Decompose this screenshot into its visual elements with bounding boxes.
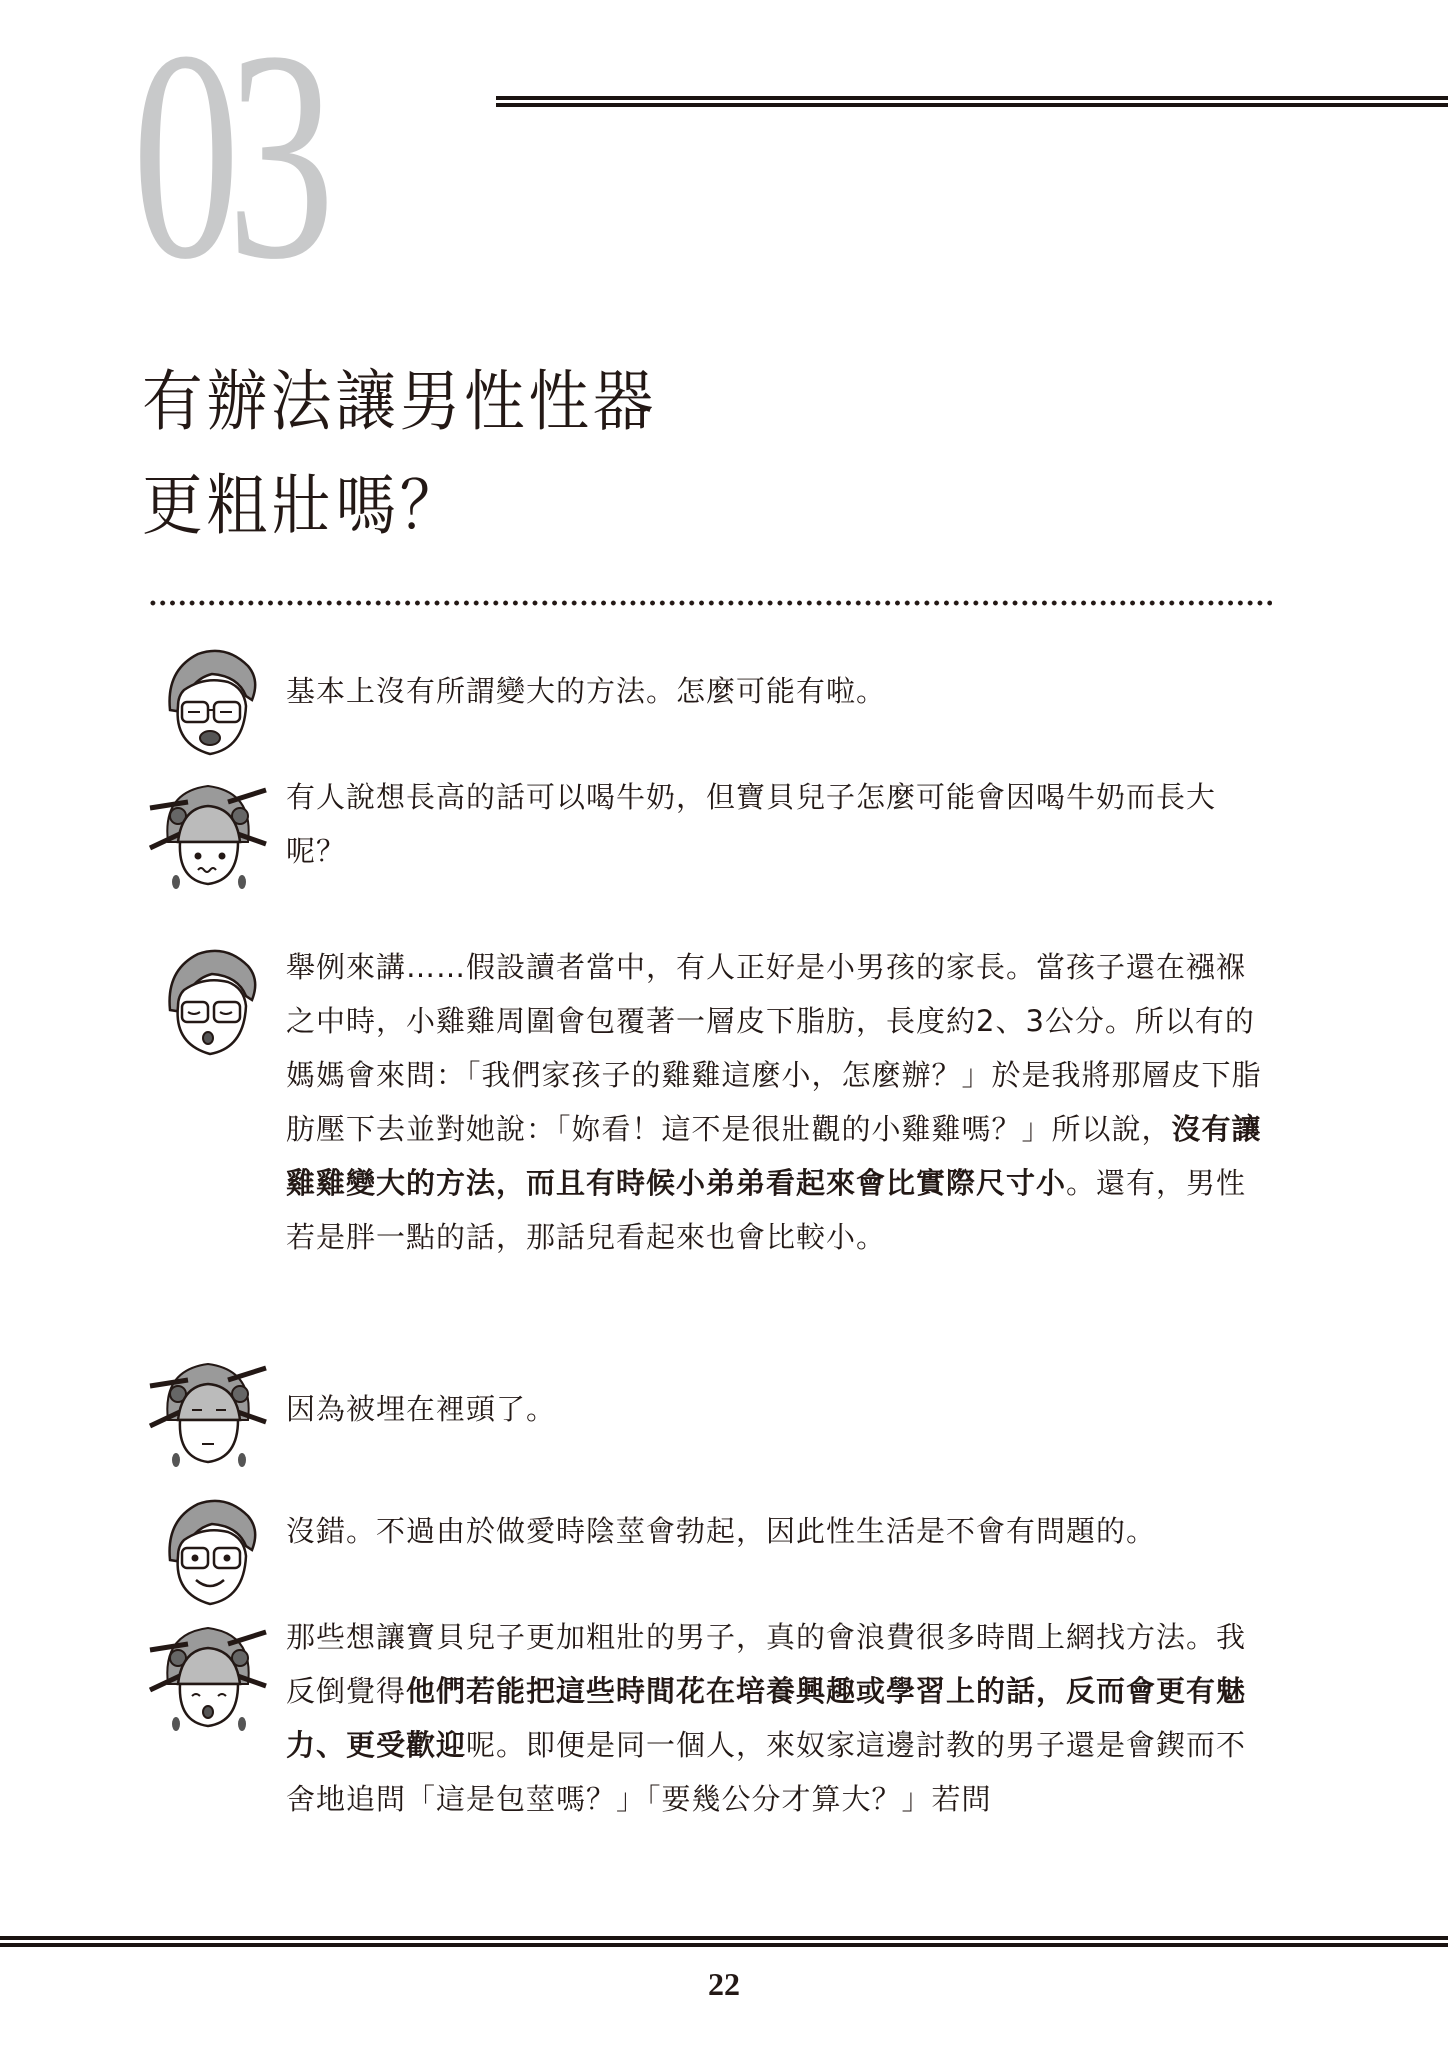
chapter-title-line-1: 有辦法讓男性性器	[142, 363, 658, 440]
doctor-smiling-avatar-icon	[148, 1490, 268, 1610]
doctor-surprised-avatar-icon	[148, 640, 268, 760]
page-number: 22	[708, 1966, 740, 2002]
geisha-talking-avatar-icon	[148, 1614, 268, 1734]
chapter-number: 03	[132, 0, 323, 321]
chapter-title-line-2: 更粗壯嗎？	[142, 467, 464, 544]
geisha-neutral-avatar-icon	[148, 1350, 268, 1470]
emphasis-text: 沒有讓雞雞變大的方法，而且有時候小弟弟看起來會比實際尺寸小	[286, 1112, 1262, 1200]
emphasis-text: 他們若能把這些時間花在培養興趣或學習上的話，反而會更有魅力、更受歡迎	[286, 1674, 1247, 1762]
footer-double-rule	[0, 1936, 1448, 1948]
dialog-text: 因為被埋在裡頭了。	[286, 1392, 557, 1426]
geisha-worried-avatar-icon	[148, 772, 268, 892]
chapter-title	[142, 350, 702, 558]
doctor-explaining-avatar-icon	[148, 940, 268, 1060]
dialog-text: 有人說想長高的話可以喝牛奶，但寶貝兒子怎麼可能會因喝牛奶而長大呢？	[286, 780, 1217, 868]
dialog-text: 基本上沒有所謂變大的方法。怎麼可能有啦。	[286, 674, 887, 708]
dialog-text: 沒錯。不過由於做愛時陰莖會勃起，因此性生活是不會有問題的。	[286, 1514, 1157, 1548]
dialog-text: 那些想讓寶貝兒子更加粗壯的男子，真的會浪費很多時間上網找方法。我反倒覺得他們若能把這些時間花在培養興趣或學習上的話，反而會更有魅力、更受歡迎呢。即便是同一個人，來奴家這邊討教的男子還是會鍥而不舍地追問「這是包莖嗎？」「要幾公分才算大？」若問	[286, 1620, 1247, 1816]
dotted-divider	[148, 600, 1272, 606]
header-double-rule	[496, 96, 1448, 108]
dialog-text: 舉例來講……假設讀者當中，有人正好是小男孩的家長。當孩子還在襁褓之中時，小雞雞周圍會包覆著一層皮下脂肪，長度約2、3公分。所以有的媽媽會來問：「我們家孩子的雞雞這麼小，怎麼辦？」於是我將那層皮下脂肪壓下去並對她說：「妳看！這不是很壯觀的小雞雞嗎？」所以說，沒有讓雞雞變大的方法，而且有時候小弟弟看起來會比實際尺寸小。還有，男性若是胖一點的話，那話兒看起來也會比較小。	[286, 950, 1262, 1254]
